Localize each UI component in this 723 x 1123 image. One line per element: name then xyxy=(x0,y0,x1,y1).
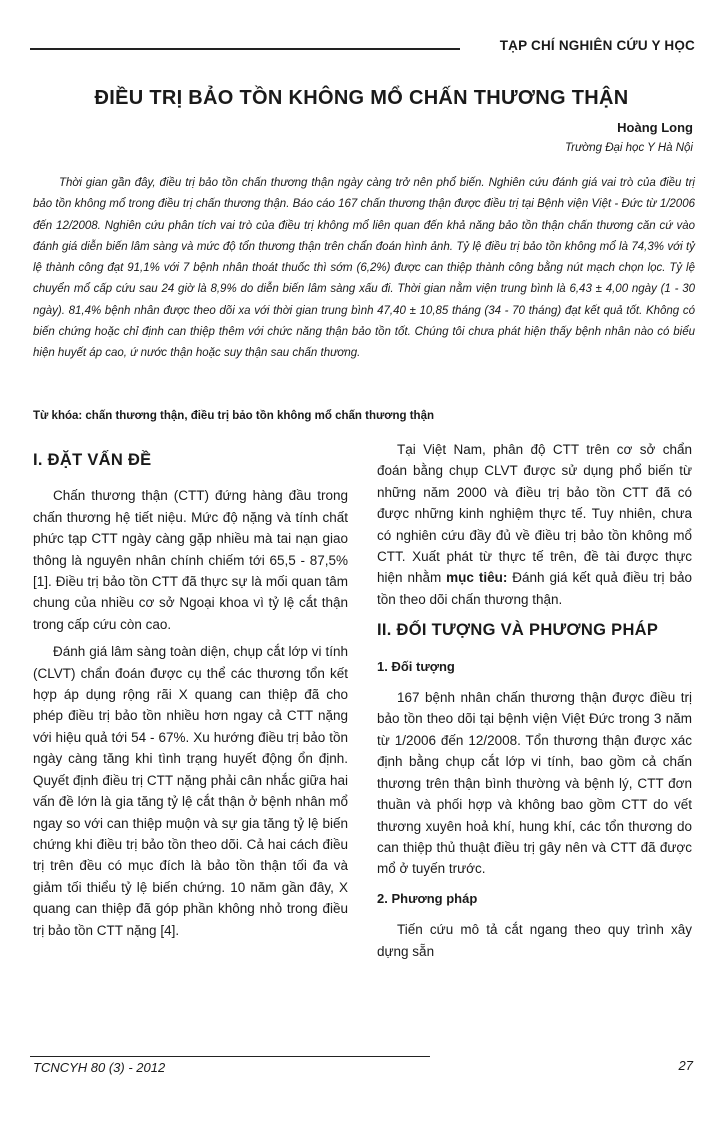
abstract: Thời gian gần đây, điều trị bảo tồn chấn thương thận ngày càng trở nên phổ biến. Nghiên cứu đánh giá vai trò của điều trị bảo tồn không mổ trong điều trị chấn thương thận. Báo cáo 167 chấn thương thận được điều trị tại Bệnh viện Việt - Đức từ 1/2006 đến 12/2008. Nghiên cứu phân tích vai trò của điều trị không mổ liên quan đến khả năng bảo tồn thận chấn thương căn cứ vào đánh giá diễn biến lâm sàng và mức độ tổn thương thận trên chẩn đoán hình ảnh. Tỷ lệ điều trị bảo tồn không mổ là 74,3% với tỷ lệ thành công đạt 91,1% với 7 bệnh nhân thoát thuốc thì sớm (6,2%) được can thiệp thành công bằng nút mạch chọn lọc. Tỷ lệ chuyển mổ cấp cứu sau 24 giờ là 8,9% do diễn biến lâm sàng xấu đi. Thời gian nằm viện trung bình là 6,43 ± 4,00 ngày (1 - 30 ngày). 81,4% bệnh nhân được theo dõi xa với thời gian trung bình 47,40 ± 10,85 tháng (34 - 70 tháng) đạt kết quả tốt. Không có biến chứng hoặc chỉ định can thiệp thêm với chức năng thận bảo tồn tốt. Chúng tôi chưa phát hiện thấy bệnh nhân nào có biểu hiện huyết áp cao, ứ nước thận hoặc suy thận sau chấn thương. xyxy=(33,177,695,360)
page-number: 27 xyxy=(678,1058,693,1073)
left-column xyxy=(33,450,348,947)
footer-rule xyxy=(30,1056,430,1057)
paragraph: Đánh giá lâm sàng toàn diện, chụp cắt lớp vi tính (CLVT) chẩn đoán được cụ thể các thương tổn kết hợp áp dụng rộng rãi X quang can thiệp đã cho phép điều trị bảo tồn nhiều hơn ngay cả CTT nặng với hiệu quả tới 54 - 67%. Xu hướng điều trị bảo tồn ngày càng tăng khi tình trạng huyết động ổn định. Quyết định điều trị CTT nặng phải cân nhắc giữa hai vấn đề lớn là gia tăng tỷ lệ cắt thận ở bệnh nhân mổ ngay so với can thiệp muộn và sự gia tăng tỷ lệ biến chứng khi điều trị bảo tồn theo dõi. Cả hai cách điều trị trên đều có mục đích là bảo tồn thận tối đa và giảm tối thiểu tỷ lệ biến chứng. 10 năm gần đây, X quang can thiệp đã góp phần không nhỏ trong điều trị bảo tồn CTT nặng [4]. xyxy=(33,644,348,938)
subheading-method: 2. Phương pháp xyxy=(377,890,478,906)
header-rule xyxy=(30,48,460,50)
paragraph: Chấn thương thận (CTT) đứng hàng đầu trong chấn thương hệ tiết niệu. Mức độ nặng và tính chất phức tạp CTT ngày càng gặp nhiều mà tai nạn giao thông là nguyên nhân chính chiếm tới 65,5 - 87,5% [1]. Điều trị bảo tồn CTT đã thực sự là mối quan tâm chung của nhiều cơ sở Ngoại khoa vì tỷ lệ cắt thận trong cấp cứu còn cao. xyxy=(33,488,348,632)
paragraph-text: Đánh giá kết quả điều trị bảo tồn theo dõi chấn thương thận. xyxy=(377,570,692,607)
footer-citation: TCNCYH 80 (3) - 2012 xyxy=(33,1060,166,1075)
keywords: Từ khóa: chấn thương thận, điều trị bảo tồn không mổ chấn thương thận xyxy=(33,410,435,422)
paragraph: Tiến cứu mô tả cắt ngang theo quy trình xây dựng sẵn xyxy=(377,922,692,959)
right-column xyxy=(377,439,692,968)
objective-label: mục tiêu: xyxy=(446,570,508,586)
article-title: ĐIỀU TRỊ BẢO TỒN KHÔNG MỔ CHẤN THƯƠNG THẬN xyxy=(94,87,629,109)
journal-name: TẠP CHÍ NGHIÊN CỨU Y HỌC xyxy=(499,38,695,53)
author-name: Hoàng Long xyxy=(617,120,693,135)
section-heading-methods: II. ĐỐI TƯỢNG VÀ PHƯƠNG PHÁP xyxy=(377,621,659,640)
paragraph-objective xyxy=(377,439,692,610)
subheading-subjects: 1. Đối tượng xyxy=(377,658,455,674)
section-heading-introduction: I. ĐẶT VẤN ĐỀ xyxy=(33,451,152,469)
author-affiliation: Trường Đại học Y Hà Nội xyxy=(564,142,693,154)
paragraph-text: Tại Việt Nam, phân độ CTT trên cơ sở chẩn đoán bằng chụp CLVT được sử dụng phổ biến từ những năm 2000 và điều trị bảo tồn CTT đã có được những kinh nghiệm thực tế. Tuy nhiên, chưa có nghiên cứu đầy đủ về điều trị bảo tồn không mổ CTT. Xuất phát từ thực tế trên, đề tài được thực hiện nhằm xyxy=(377,442,692,586)
paragraph: 167 bệnh nhân chấn thương thận được điều trị bảo tồn theo dõi tại bệnh viện Việt Đức trong 3 năm từ 1/2006 đến 12/2008. Tổn thương thận được xác định bằng chụp cắt lớp vi tính, bao gồm cả chấn thương trên thận bình thường và bệnh lý, CTT đơn thuần và phối hợp và không bao gồm CTT do vết thương xuyên hoả khí, hung khí, các tổn thương do can thiệp thủ thuật điều trị gây nên và CTT đã được mổ ở tuyến trước. xyxy=(377,690,692,877)
